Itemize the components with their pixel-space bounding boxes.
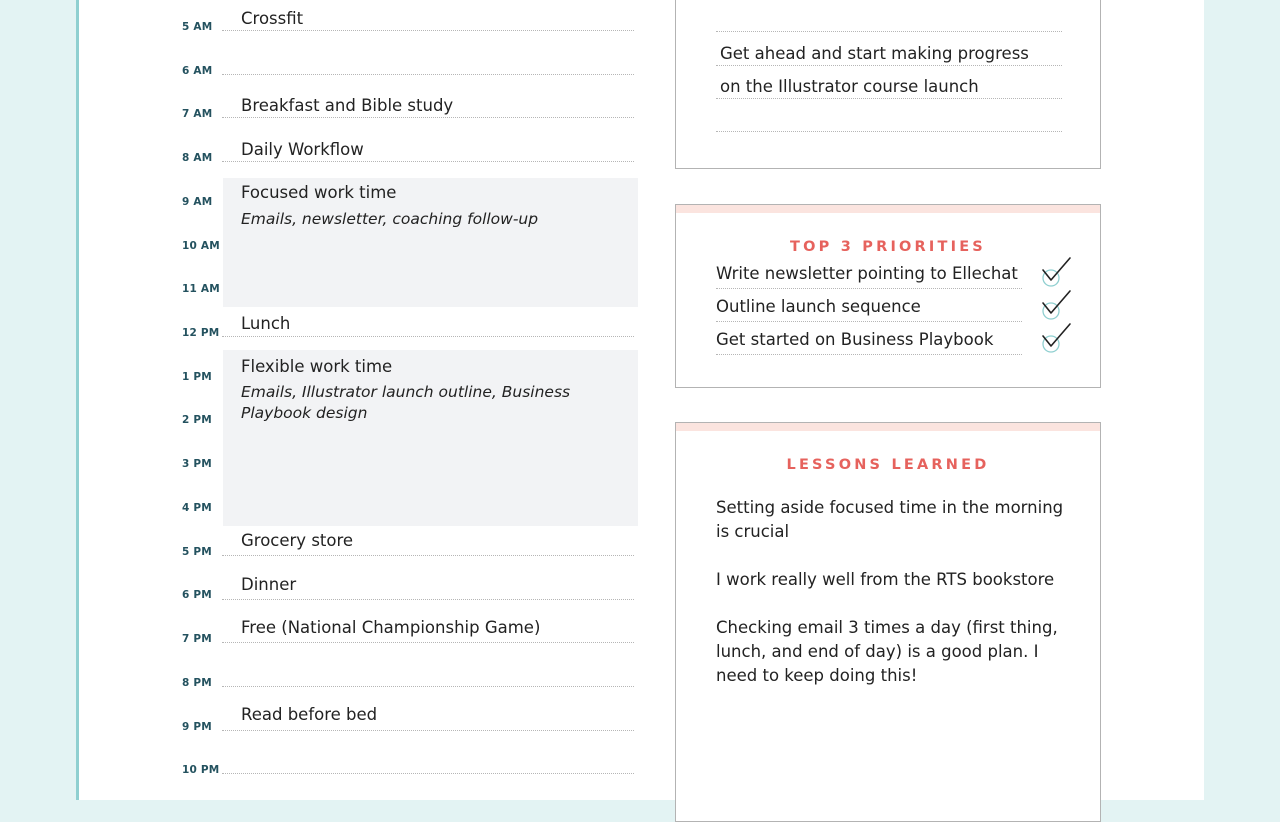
hour-line [222, 599, 634, 600]
lesson-item[interactable]: I work really well from the RTS bookstore [716, 570, 1055, 589]
event-grocery-store[interactable]: Grocery store [241, 531, 354, 550]
priority-label: Outline launch sequence [716, 297, 921, 316]
priorities-heading: TOP 3 PRIORITIES [790, 239, 986, 255]
event-dinner[interactable]: Dinner [241, 575, 297, 594]
event-read-before-bed[interactable]: Read before bed [241, 705, 378, 724]
hour-label: 10 PM [182, 764, 220, 776]
checkmark-circle-icon[interactable] [1040, 289, 1074, 323]
hour-label: 4 PM [182, 502, 212, 514]
checkmark-circle-icon[interactable] [1040, 256, 1074, 290]
hour-label: 8 PM [182, 677, 212, 689]
priority-label: Write newsletter pointing to Ellechat [716, 264, 1018, 283]
lesson-item[interactable]: Checking email 3 times a day (first thing, lunch, and end of day) is a good plan. I need to keep doing this! [716, 618, 1058, 685]
hour-line [222, 161, 634, 162]
priority-line [716, 288, 1022, 289]
lessons-heading: LESSONS LEARNED [786, 457, 990, 473]
hour-label: 1 PM [182, 371, 212, 383]
event-free[interactable]: Free (National Championship Game) [241, 618, 541, 637]
hour-label: 5 PM [182, 546, 212, 558]
goal-text-line-2[interactable]: on the Illustrator course launch [720, 77, 979, 96]
hour-label: 9 AM [182, 196, 213, 208]
panel-accent-bar [676, 423, 1100, 431]
lesson-item[interactable]: Setting aside focused time in the morning is crucial [716, 498, 1064, 541]
goal-text-line-1[interactable]: Get ahead and start making progress [720, 44, 1029, 63]
hour-line [222, 730, 634, 731]
flexible-work-block[interactable] [223, 350, 638, 526]
event-focused-work-note: Emails, newsletter, coaching follow-up [241, 210, 539, 228]
goal-line [716, 98, 1062, 99]
priority-line [716, 321, 1022, 322]
hour-label: 12 PM [182, 327, 220, 339]
hour-line [222, 686, 634, 687]
hour-line [222, 555, 634, 556]
goal-line [716, 65, 1062, 66]
event-breakfast[interactable]: Breakfast and Bible study [241, 96, 454, 115]
hour-label: 9 PM [182, 721, 212, 733]
hour-label: 5 AM [182, 21, 213, 33]
event-crossfit[interactable]: Crossfit [241, 9, 304, 28]
hour-label: 10 AM [182, 240, 220, 252]
hour-line [222, 773, 634, 774]
hour-line [222, 117, 634, 118]
event-daily-workflow[interactable]: Daily Workflow [241, 140, 364, 159]
priority-item[interactable] [716, 264, 1026, 290]
event-flexible-work-note: Emails, Illustrator launch outline, Business Playbook design [241, 383, 571, 422]
hour-label: 7 PM [182, 633, 212, 645]
goal-line [716, 31, 1062, 32]
hour-label: 6 AM [182, 65, 213, 77]
priorities-panel [675, 204, 1101, 388]
priority-item[interactable] [716, 330, 1026, 356]
hour-label: 3 PM [182, 458, 212, 470]
event-focused-work-title[interactable]: Focused work time [241, 183, 397, 202]
priority-label: Get started on Business Playbook [716, 330, 994, 349]
hour-label: 7 AM [182, 108, 213, 120]
lessons-panel [675, 422, 1101, 822]
hour-label: 2 PM [182, 414, 212, 426]
event-lunch[interactable]: Lunch [241, 314, 291, 333]
event-flexible-work-title[interactable]: Flexible work time [241, 357, 393, 376]
checkmark-circle-icon[interactable] [1040, 322, 1074, 356]
panel-accent-bar [676, 205, 1100, 213]
priority-item[interactable] [716, 297, 1026, 323]
hour-line [222, 74, 634, 75]
hour-label: 11 AM [182, 283, 220, 295]
goal-line [716, 131, 1062, 132]
hour-line [222, 336, 634, 337]
hour-label: 6 PM [182, 589, 212, 601]
hour-label: 8 AM [182, 152, 213, 164]
hour-line [222, 30, 634, 31]
goal-panel [675, 0, 1101, 169]
priority-line [716, 354, 1022, 355]
hour-line [222, 642, 634, 643]
